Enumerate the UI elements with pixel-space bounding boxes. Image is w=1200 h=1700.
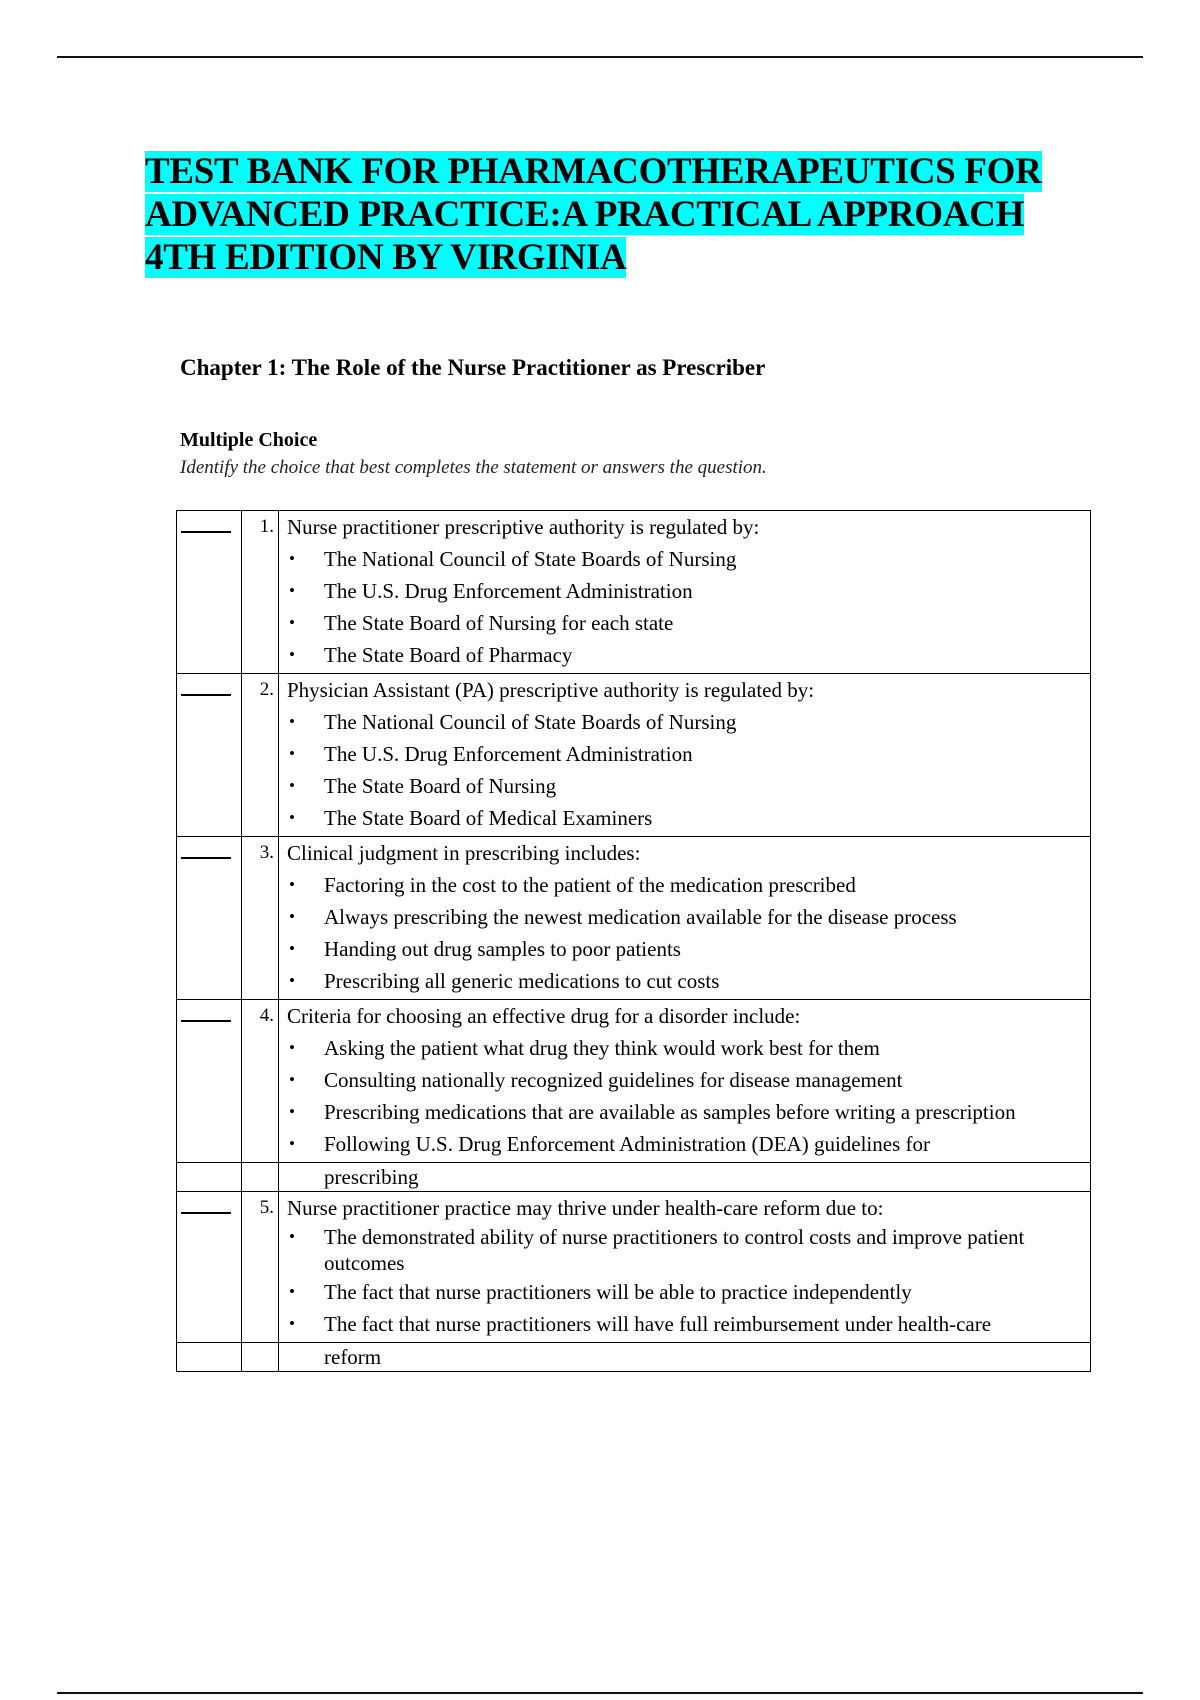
answer-blank[interactable] — [177, 1192, 242, 1343]
option-item: • Handing out drug samples to poor patients — [287, 933, 1090, 965]
question-stem: Clinical judgment in prescribing includes: — [287, 841, 641, 865]
answer-blank[interactable] — [177, 1000, 242, 1163]
question-content — [279, 1192, 1091, 1343]
question-row — [177, 674, 1091, 837]
option-list — [287, 869, 1090, 997]
question-row — [177, 1000, 1091, 1163]
chapter-heading: Chapter 1: The Role of the Nurse Practitioner as Prescriber — [180, 355, 766, 380]
question-row — [177, 1192, 1091, 1343]
option-item: • The State Board of Nursing for each state — [287, 607, 1090, 639]
option-item: • The demonstrated ability of nurse practitioners to control costs and improve patient outcomes — [287, 1224, 1090, 1276]
option-list — [287, 543, 1090, 671]
option-item: • The State Board of Nursing — [287, 770, 1090, 802]
document-title: TEST BANK FOR PHARMACOTHERAPEUTICS FOR ADVANCED PRACTICE:A PRACTICAL APPROACH 4TH EDITION BY VIRGINIA — [145, 151, 1042, 278]
option-item: • The State Board of Medical Examiners — [287, 802, 1090, 834]
option-item: • The U.S. Drug Enforcement Administration — [287, 575, 1090, 607]
option-item: • Following U.S. Drug Enforcement Administration (DEA) guidelines for — [287, 1128, 1090, 1160]
question-stem: Physician Assistant (PA) prescriptive authority is regulated by: — [287, 678, 815, 702]
question-number: 4. — [242, 1000, 279, 1163]
answer-blank[interactable] — [177, 674, 242, 837]
option-item: • Prescribing medications that are available as samples before writing a prescription — [287, 1096, 1090, 1128]
option-item: • Factoring in the cost to the patient of the medication prescribed — [287, 869, 1090, 901]
question-number: 1. — [242, 511, 279, 674]
question-content — [279, 1000, 1091, 1163]
option-list — [287, 1032, 1090, 1160]
option-item: • The State Board of Pharmacy — [287, 639, 1090, 671]
option-item: • The fact that nurse practitioners will be able to practice independently — [287, 1276, 1090, 1308]
section-instructions: Identify the choice that best completes the statement or answers the question. — [180, 457, 767, 478]
option-item: • The fact that nurse practitioners will have full reimbursement under health-care — [287, 1308, 1090, 1340]
option-item: • Consulting nationally recognized guidelines for disease management — [287, 1064, 1090, 1096]
option-list — [287, 706, 1090, 834]
section-title: Multiple Choice — [180, 429, 318, 451]
questions-table — [176, 510, 1091, 1372]
question-row — [177, 511, 1091, 674]
question-content — [279, 674, 1091, 837]
top-rule — [57, 56, 1143, 58]
option-item: • The National Council of State Boards of Nursing — [287, 706, 1090, 738]
question-stem: Criteria for choosing an effective drug for a disorder include: — [287, 1004, 801, 1028]
question-stem: Nurse practitioner prescriptive authority is regulated by: — [287, 515, 760, 539]
option-item: • Prescribing all generic medications to cut costs — [287, 965, 1090, 997]
answer-blank[interactable] — [177, 837, 242, 1000]
option-continuation: prescribing — [279, 1163, 1091, 1192]
option-item: • The U.S. Drug Enforcement Administration — [287, 738, 1090, 770]
question-number: 3. — [242, 837, 279, 1000]
continuation-row — [177, 1343, 1091, 1372]
option-item: • Always prescribing the newest medication available for the disease process — [287, 901, 1090, 933]
question-stem: Nurse practitioner practice may thrive under health-care reform due to: — [287, 1196, 884, 1220]
question-number: 2. — [242, 674, 279, 837]
continuation-row — [177, 1163, 1091, 1192]
bottom-rule — [57, 1692, 1143, 1694]
option-list — [287, 1224, 1090, 1340]
question-content — [279, 511, 1091, 674]
question-number: 5. — [242, 1192, 279, 1343]
option-item: • The National Council of State Boards of Nursing — [287, 543, 1090, 575]
question-row — [177, 837, 1091, 1000]
answer-blank[interactable] — [177, 511, 242, 674]
question-content — [279, 837, 1091, 1000]
option-item: • Asking the patient what drug they think would work best for them — [287, 1032, 1090, 1064]
option-continuation: reform — [279, 1343, 1091, 1372]
